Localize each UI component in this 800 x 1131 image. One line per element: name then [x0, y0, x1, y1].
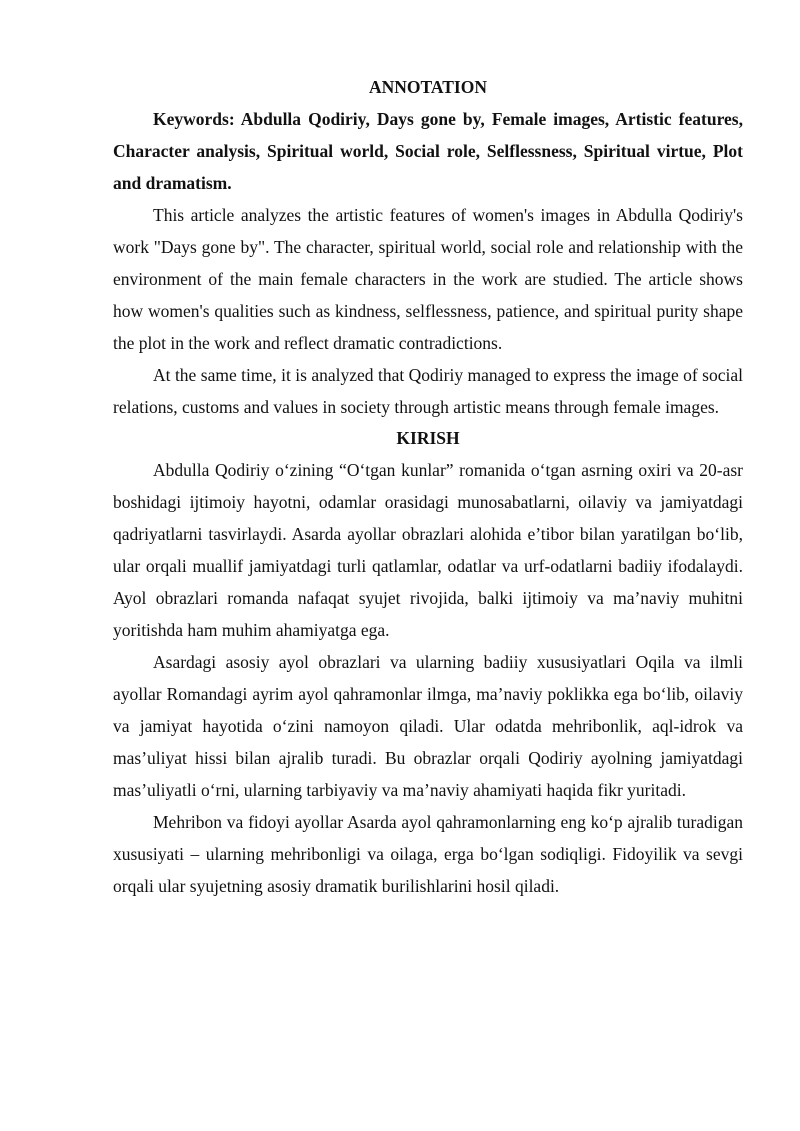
document-page	[113, 72, 743, 902]
kirish-heading: KIRISH	[396, 428, 460, 448]
annotation-paragraph-2: At the same time, it is analyzed that Qodiriy managed to express the image of social relations, customs and values in society through artistic means through female images.	[113, 365, 743, 417]
annotation-paragraph-1: This article analyzes the artistic features of women's images in Abdulla Qodiriy's work "Days gone by". The character, spiritual world, social role and relationship with the environment of the main female characters in the work are studied. The article shows how women's qualities such as kindness, selflessness, patience, and spiritual purity shape the plot in the work and reflect dramatic contradictions.	[113, 205, 743, 353]
kirish-paragraph-1: Abdulla Qodiriy o‘zining “O‘tgan kunlar” romanida o‘tgan asrning oxiri va 20-asr boshidagi ijtimoiy hayotni, odamlar orasidagi munosabatlarni, oilaviy va jamiyatdagi qadriyatlarni tasvirlaydi. Asarda ayollar obrazlari alohida e’tibor bilan yaratilgan bo‘lib, ular orqali muallif jamiyatdagi turli qatlamlar, odatlar va urf-odatlarni badiiy ifodalaydi. Ayol obrazlari romanda nafaqat syujet rivojida, balki ijtimoiy va ma’naviy muhitni yoritishda ham muhim ahamiyatga ega.	[113, 460, 743, 640]
annotation-heading: ANNOTATION	[369, 77, 487, 97]
keywords-paragraph	[113, 103, 743, 199]
keywords-label: Keywords:	[153, 109, 235, 129]
kirish-paragraph-3: Mehribon va fidoyi ayollar Asarda ayol qahramonlarning eng ko‘p ajralib turadigan xususiyati – ularning mehribonligi va oilaga, erga bo‘lgan sodiqligi. Fidoyilik va sevgi orqali ular syujetning asosiy dramatik burilishlarini hosil qiladi.	[113, 812, 743, 896]
keywords-text: Abdulla Qodiriy, Days gone by, Female images, Artistic features, Character analysis, Spiritual world, Social role, Selflessness, Spiritual virtue, Plot and dramatism.	[113, 109, 743, 193]
kirish-paragraph-2: Asardagi asosiy ayol obrazlari va ularning badiiy xususiyatlari Oqila va ilmli ayollar Romandagi ayrim ayol qahramonlar ilmga, ma’naviy poklikka ega bo‘lib, oilaviy va jamiyat hayotida o‘zini namoyon qiladi. Ular odatda mehribonlik, aql-idrok va mas’uliyat hissi bilan ajralib turadi. Bu obrazlar orqali Qodiriy ayolning jamiyatdagi mas’uliyatli o‘rni, ularning tarbiyaviy va ma’naviy ahamiyati haqida fikr yuritadi.	[113, 652, 743, 800]
